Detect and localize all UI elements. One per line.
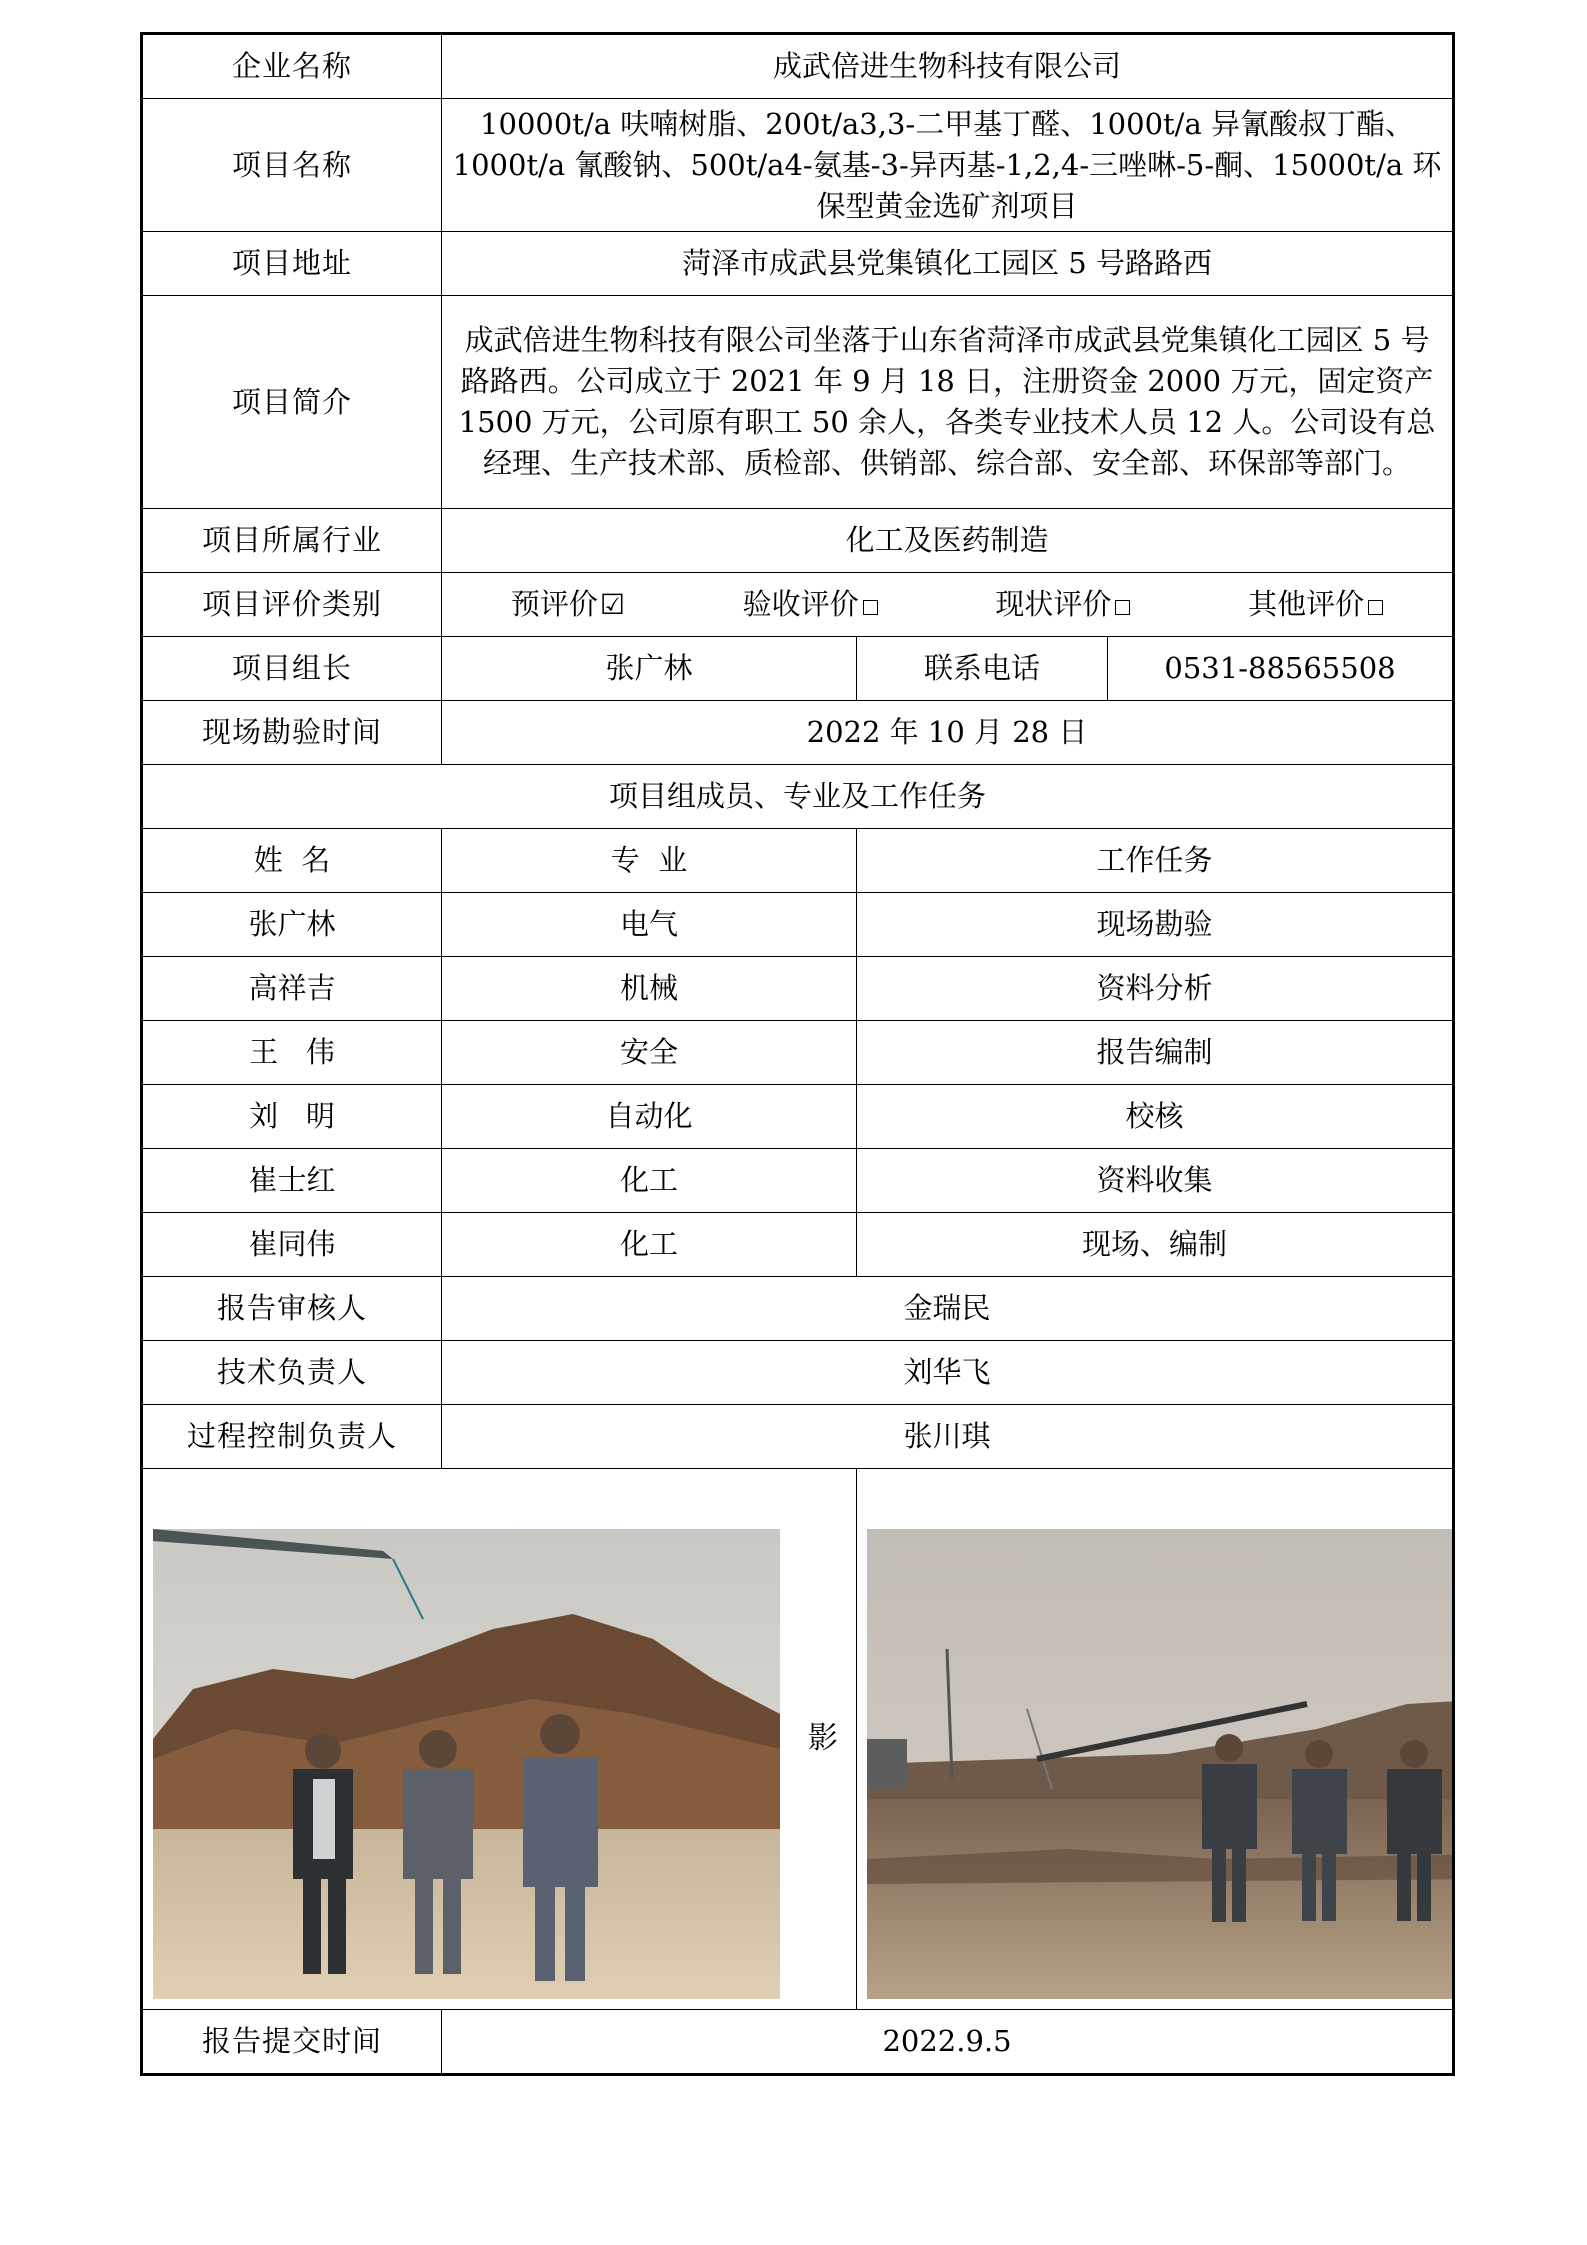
checked-box-icon: ☑: [599, 588, 625, 621]
member-major: 电气: [442, 893, 857, 957]
project-name-label: 项目名称: [142, 99, 442, 232]
address-label: 项目地址: [142, 232, 442, 296]
member-row: [142, 1149, 1454, 1213]
eval-option-label: 预评价: [510, 587, 598, 621]
photos-row: [142, 1469, 1454, 2010]
submit-label: 报告提交时间: [142, 2010, 442, 2075]
reviewer-row: [142, 1277, 1454, 1341]
tech-lead-label: 技术负责人: [142, 1341, 442, 1405]
member-major: 化工: [442, 1213, 857, 1277]
eval-option: [1248, 584, 1383, 625]
member-task: 现场、编制: [857, 1213, 1454, 1277]
members-header-task: 工作任务: [857, 829, 1454, 893]
intro-row: [142, 296, 1454, 509]
eval-option: [511, 584, 625, 625]
site-photo-cell: [857, 1469, 1454, 2010]
company-value: 成武倍进生物科技有限公司: [442, 34, 1454, 99]
eval-options-group: [452, 584, 1442, 625]
industry-value: 化工及医药制造: [442, 509, 1454, 573]
members-header-name: 姓 名: [142, 829, 442, 893]
tech-lead-row: [142, 1341, 1454, 1405]
tech-lead-value: 刘华飞: [442, 1341, 1454, 1405]
phone-value: 0531-88565508: [1108, 637, 1454, 701]
member-name: 高祥吉: [142, 957, 442, 1021]
member-name: 刘 明: [142, 1085, 442, 1149]
member-row: [142, 1213, 1454, 1277]
member-task: 现场勘验: [857, 893, 1454, 957]
address-row: [142, 232, 1454, 296]
site-photo: [867, 1529, 1454, 1999]
group-photo-cell: [142, 1469, 857, 2010]
member-row: [142, 957, 1454, 1021]
submit-value: 2022.9.5: [442, 2010, 1454, 2075]
member-task: 资料分析: [857, 957, 1454, 1021]
intro-label: 项目简介: [142, 296, 442, 509]
project-name-row: [142, 99, 1454, 232]
form-table: [140, 32, 1455, 2076]
member-name: 王 伟: [142, 1021, 442, 1085]
members-header-major: 专 业: [442, 829, 857, 893]
process-lead-row: [142, 1405, 1454, 1469]
industry-label: 项目所属行业: [142, 509, 442, 573]
survey-time-value: 2022 年 10 月 28 日: [442, 701, 1454, 765]
members-title-row: [142, 765, 1454, 829]
group-photo: [153, 1529, 780, 1999]
members-header-row: [142, 829, 1454, 893]
unchecked-box-icon: [863, 600, 878, 615]
project-name-value: 10000t/a 呋喃树脂、200t/a3,3-二甲基丁醛、1000t/a 异氰酸叔丁酯、1000t/a 氰酸钠、500t/a4-氨基-3-异丙基-1,2,4-三唑啉-5-酮、15000t/a 环保型黄金选矿剂项目: [442, 99, 1454, 232]
eval-type-label: 项目评价类别: [142, 573, 442, 637]
eval-option-label: 现状评价: [995, 587, 1112, 621]
eval-option: [995, 584, 1130, 625]
member-major: 自动化: [442, 1085, 857, 1149]
members-title: 项目组成员、专业及工作任务: [142, 765, 1454, 829]
survey-time-label: 现场勘验时间: [142, 701, 442, 765]
leader-value: 张广林: [442, 637, 857, 701]
member-row: [142, 1021, 1454, 1085]
member-name: 崔同伟: [142, 1213, 442, 1277]
unchecked-box-icon: [1368, 600, 1383, 615]
eval-type-row: [142, 573, 1454, 637]
evaluation-form: [140, 32, 1452, 2076]
survey-time-row: [142, 701, 1454, 765]
leader-label: 项目组长: [142, 637, 442, 701]
reviewer-label: 报告审核人: [142, 1277, 442, 1341]
member-major: 机械: [442, 957, 857, 1021]
member-row: [142, 1085, 1454, 1149]
submit-row: [142, 2010, 1454, 2075]
member-task: 报告编制: [857, 1021, 1454, 1085]
eval-type-options: [442, 573, 1454, 637]
member-task: 资料收集: [857, 1149, 1454, 1213]
address-value: 菏泽市成武县党集镇化工园区 5 号路路西: [442, 232, 1454, 296]
photo-title-char: 影: [807, 1721, 838, 1756]
member-major: 化工: [442, 1149, 857, 1213]
member-row: [142, 893, 1454, 957]
eval-option: [743, 584, 878, 625]
industry-row: [142, 509, 1454, 573]
leader-row: [142, 637, 1454, 701]
reviewer-value: 金瑞民: [442, 1277, 1454, 1341]
member-name: 张广林: [142, 893, 442, 957]
process-lead-value: 张川琪: [442, 1405, 1454, 1469]
phone-label: 联系电话: [857, 637, 1108, 701]
eval-option-label: 验收评价: [742, 587, 859, 621]
member-major: 安全: [442, 1021, 857, 1085]
company-row: [142, 34, 1454, 99]
member-name: 崔士红: [142, 1149, 442, 1213]
unchecked-box-icon: [1115, 600, 1130, 615]
company-label: 企业名称: [142, 34, 442, 99]
intro-value: 成武倍进生物科技有限公司坐落于山东省菏泽市成武县党集镇化工园区 5 号路路西。公司成立于 2021 年 9 月 18 日，注册资金 2000 万元，固定资产 1500 万元，公司原有职工 50 余人，各类专业技术人员 12 人。公司设有总经理、生产技术部、质检部、供销部、综合部、安全部、环保部等部门。: [442, 296, 1454, 509]
process-lead-label: 过程控制负责人: [142, 1405, 442, 1469]
eval-option-label: 其他评价: [1248, 587, 1365, 621]
member-task: 校核: [857, 1085, 1454, 1149]
